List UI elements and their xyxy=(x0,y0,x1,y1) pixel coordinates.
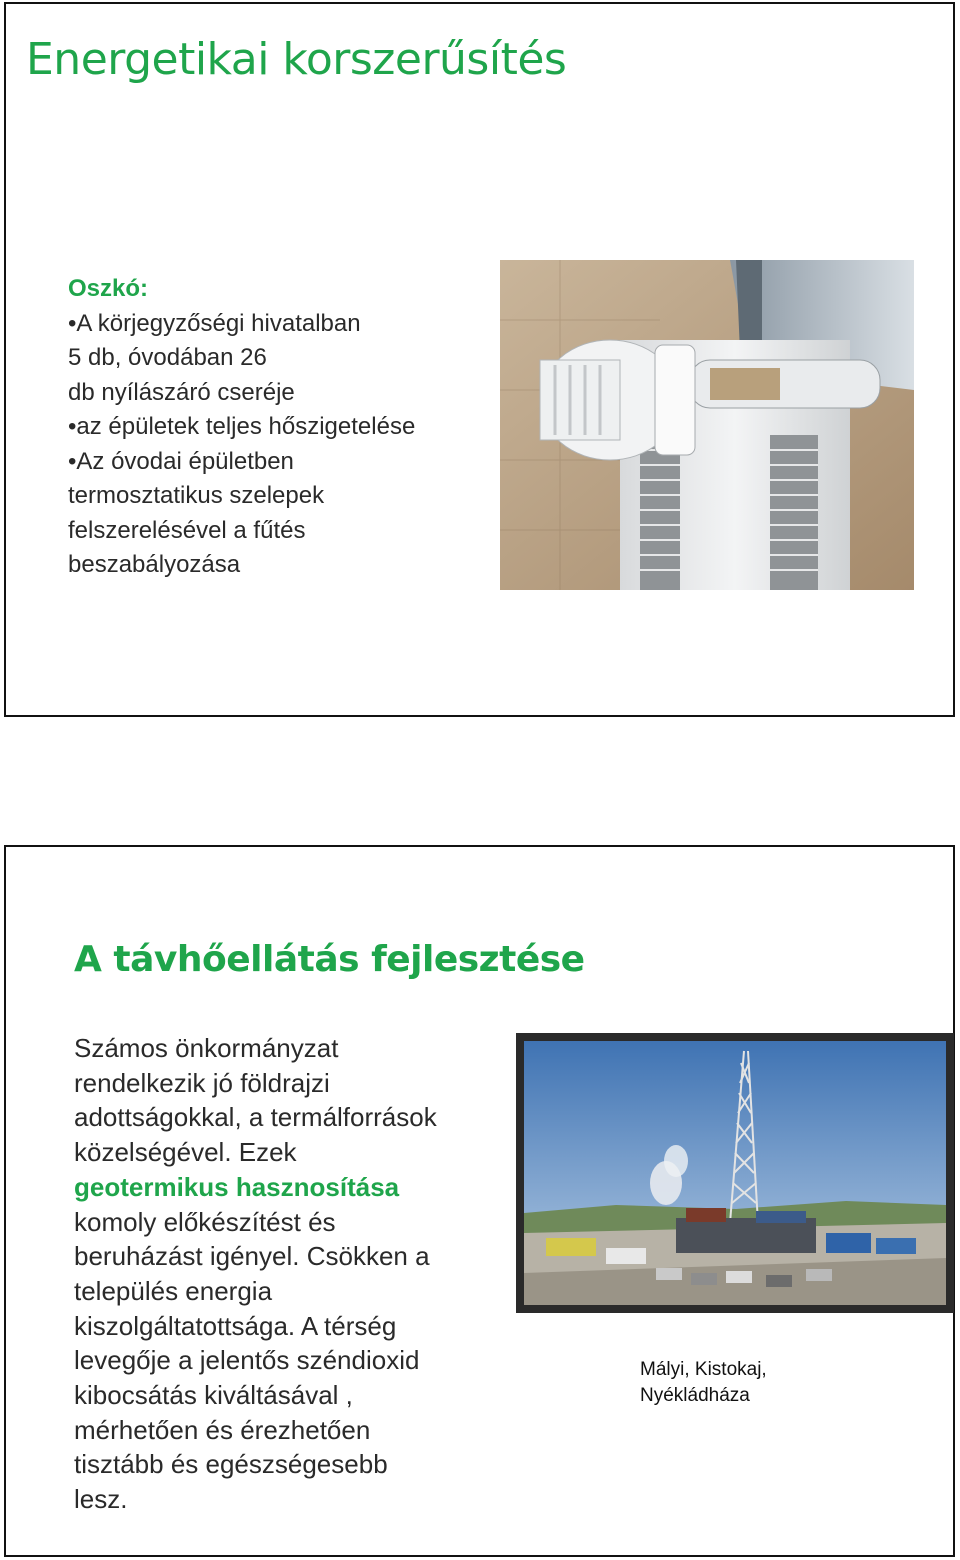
caption-line: Mályi, Kistokaj, xyxy=(640,1359,767,1380)
oszko-heading: Oszkó: xyxy=(68,275,149,302)
body-line: kibocsátás kiváltásával , xyxy=(74,1380,353,1411)
photo-caption xyxy=(640,1357,767,1409)
slide-energetikai xyxy=(4,2,955,717)
body-line: adottságokkal, a termálforrások xyxy=(74,1102,437,1133)
slide-title: Energetikai korszerűsítés xyxy=(26,34,567,85)
bullet-line: 5 db, óvodában 26 xyxy=(68,344,267,371)
body-line: lesz. xyxy=(74,1484,128,1515)
slide-tavhoellatas xyxy=(4,845,955,1557)
body-line: tisztább és egészségesebb xyxy=(74,1449,388,1480)
bullet-line: •A körjegyzőségi hivatalban xyxy=(68,309,361,337)
body-line: mérhetően és érezhetően xyxy=(74,1414,371,1445)
bullet-line: •az épületek teljes hőszigetelése xyxy=(68,413,416,440)
oszko-text-block xyxy=(68,272,508,583)
bullet-line: db nyílászáró cseréje xyxy=(68,378,295,406)
highlight-line: geotermikus hasznosítása xyxy=(74,1171,400,1202)
body-line: levegője a jelentős széndioxid xyxy=(74,1345,420,1376)
body-line: rendelkezik jó földrajzi xyxy=(74,1067,330,1098)
body-line: település energia xyxy=(74,1275,273,1306)
bullet-line: •Az óvodai épületben xyxy=(68,447,294,475)
geothermal-drilling-rig-photo xyxy=(516,1033,954,1313)
bullet-line: termosztatikus szelepek xyxy=(68,482,325,509)
body-line: komoly előkészítést és xyxy=(74,1206,336,1237)
body-line: beruházást igényel. Csökken a xyxy=(74,1241,430,1272)
caption-line: Nyékládháza xyxy=(640,1385,750,1406)
body-line: közelségével. Ezek xyxy=(74,1137,297,1168)
bullet-line: felszerelésével a fűtés xyxy=(68,516,306,544)
tavho-text-block xyxy=(74,1031,514,1517)
bullet-line: beszabályozása xyxy=(68,551,241,578)
slide-title: A távhőellátás fejlesztése xyxy=(74,939,585,980)
body-line: Számos önkormányzat xyxy=(74,1033,339,1063)
body-line: kiszolgáltatottsága. A térség xyxy=(74,1310,397,1341)
radiator-thermostat-photo xyxy=(500,260,914,590)
